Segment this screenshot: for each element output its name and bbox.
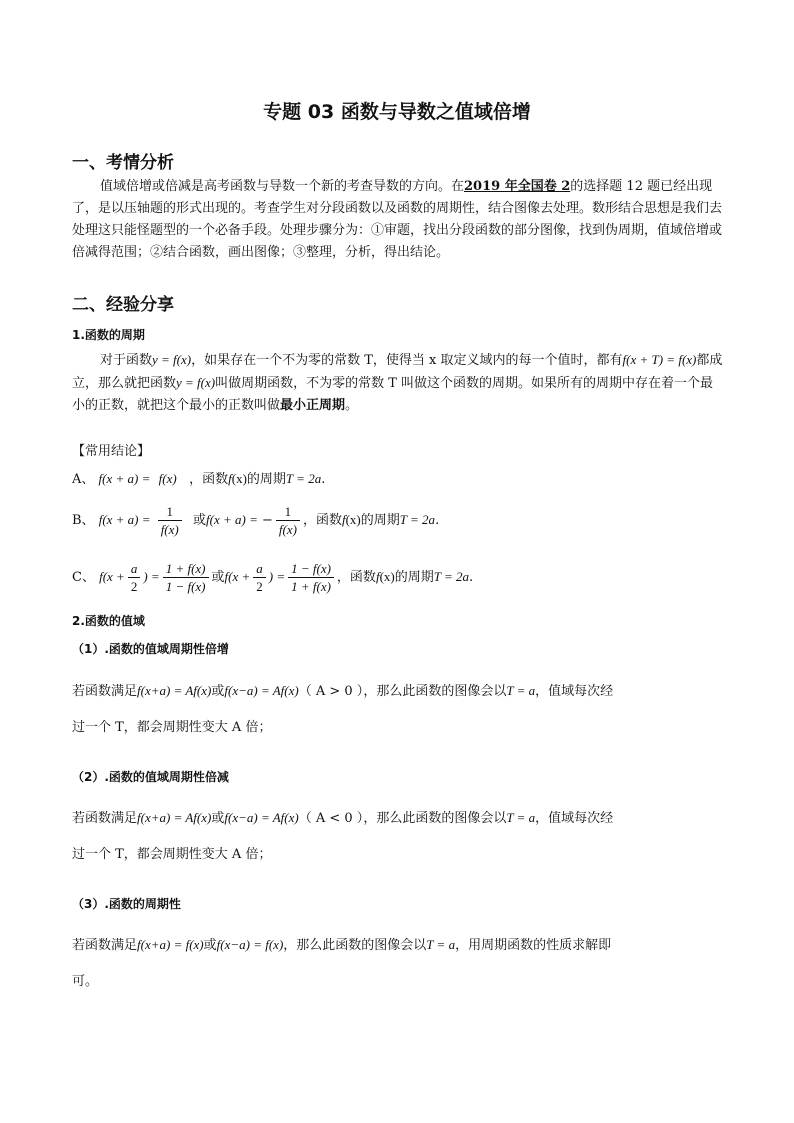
fraction-a-half: $\frac{a}{2}$ — [128, 560, 141, 595]
conclusion-b: B、 f(x + a) = $\frac{1}{f(x)}$ 或f(x + a) = − $\frac{1}{f(x)}$ ，函数f(x)的周期T = 2a. — [72, 504, 440, 537]
conclusion-c: C、 f(x + $\frac{a}{2}$ ) = $\frac{1 + f(x)}{1 - f(x)}$ 或f(x + $\frac{a}{2}$ ) = $\frac{1 - f(x)}{1 + f(x)}$ ，函数f(x)的周期T = 2a. — [72, 561, 474, 594]
subheading-range-decrease: （2）.函数的值域周期性倍减 — [72, 770, 229, 784]
exam-reference-link: 2019 年全国卷 2 — [464, 179, 571, 194]
periodicity-paragraph: 若函数满足f(x+a) = f(x)或f(x−a) = f(x)，那么此函数的图像会以T = a，用周期函数的性质求解即 可。 — [72, 937, 612, 989]
subheading-range: 2.函数的值域 — [72, 614, 145, 628]
page-title: 专题 03 函数与导数之值域倍增 — [263, 101, 531, 123]
subheading-period: 1.函数的周期 — [72, 328, 145, 342]
conclusion-a: A、 f(x + a) = f(x) ，函数f(x)的周期T = 2a. — [72, 471, 326, 487]
fraction-b2: $\frac{1}{f(x)}$ — [276, 503, 300, 538]
subheading-periodicity: （3）.函数的周期性 — [72, 897, 181, 911]
range-decrease-paragraph: 若函数满足f(x+a) = Af(x)或f(x−a) = Af(x)（ A < 0 ），那么此函数的图像会以T = a，值域每次经 过一个 T，都会周期性变大 A 倍； — [72, 810, 614, 862]
subheading-range-increase: （1）.函数的值域周期性倍增 — [72, 642, 229, 656]
period-definition-paragraph: 对于函数y = f(x)，如果存在一个不为零的常数 T，使得当 x 取定义域内的每一个值时，都有f(x + T) = f(x)都成立，那么就把函数y = f(x)叫做周期函数，不为零的常数 T 叫做这个函数的周期。如果所有的周期中存在着一个最小的正数，就把这个最小的正数叫做最小正周期。 — [72, 352, 723, 413]
common-conclusions-label: 【常用结论】 — [72, 444, 151, 459]
fraction-c1: $\frac{1 + f(x)}{1 - f(x)}$ — [163, 560, 209, 595]
section-heading-analysis: 一、考情分析 — [72, 153, 174, 173]
fraction-c2: $\frac{1 - f(x)}{1 + f(x)}$ — [288, 560, 334, 595]
fraction-b1: $\frac{1}{f(x)}$ — [158, 503, 182, 538]
fraction-a-half-2: $\frac{a}{2}$ — [253, 560, 266, 595]
section-heading-experience: 二、经验分享 — [72, 295, 174, 315]
range-increase-paragraph: 若函数满足f(x+a) = Af(x)或f(x−a) = Af(x)（ A > 0 ），那么此函数的图像会以T = a，值域每次经 过一个 T，都会周期性变大 A 倍； — [72, 683, 614, 735]
analysis-paragraph: 值域倍增或倍减是高考函数与导数一个新的考查导数的方向。在2019 年全国卷 2的选择题 12 题已经出现了，是以压轴题的形式出现的。考查学生对分段函数以及函数的周期性，结合图像去处理。数形结合思想是我们去处理这只能怪题型的一个必备手段。处理步骤分为：①审题，找出分段函数的部分图像，找到伪周期，值域倍增或倍减得范围；②结合函数，画出图像；③整理，分析，得出结论。 — [72, 179, 723, 260]
